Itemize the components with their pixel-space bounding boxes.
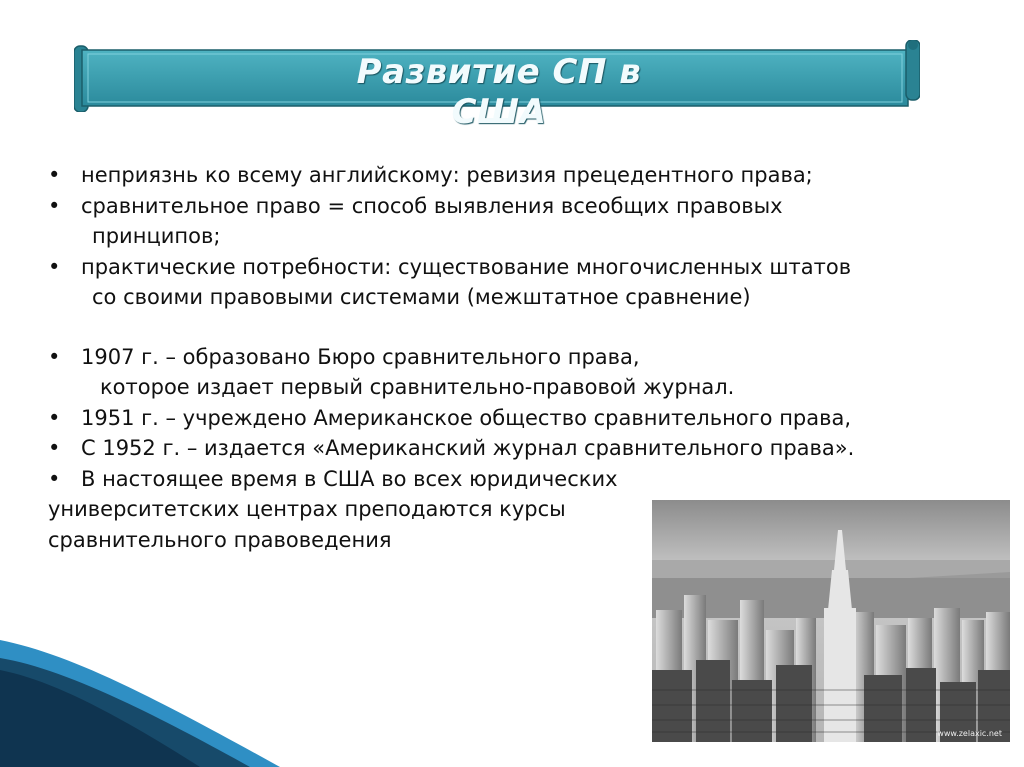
bullet-dot: • [48, 436, 61, 460]
item-text: неприязнь ко всему английскому: ревизия прецедентного права; [81, 163, 813, 187]
bullet-dot: • [48, 466, 61, 491]
item-text: сравнительное право = способ выявления всеобщих правовых [81, 193, 783, 218]
item-text: 1951 г. – учреждено Американское общество сравнительного права, [81, 405, 852, 430]
list-item [48, 342, 978, 373]
spacer [48, 313, 978, 342]
list-item-continuation: которое издает первый сравнительно-правовой журнал. [100, 375, 735, 399]
bullet-dot: • [48, 344, 61, 369]
list-item [48, 464, 978, 495]
item-text: В настоящее время в США во всех юридических [81, 466, 618, 491]
list-item-continuation: принципов; [92, 224, 221, 248]
bullet-dot: • [48, 405, 61, 430]
bullet-dot: • [48, 193, 61, 218]
list-item [48, 433, 978, 464]
title-banner [74, 40, 920, 132]
bullet-list [48, 160, 978, 555]
list-item-continuation: сравнительного правоведения [48, 527, 392, 552]
item-text: практические потребности: существование многочисленных штатов [81, 254, 852, 279]
list-item [48, 160, 978, 191]
photo-watermark: www.zelaxic.net [937, 729, 1002, 738]
item-text: С 1952 г. – издается «Американский журнал сравнительного права». [81, 436, 855, 460]
decorative-swoosh [0, 640, 300, 767]
slide-title: Развитие СП в США [356, 52, 642, 132]
bullet-dot: • [48, 254, 61, 279]
list-item [48, 403, 978, 434]
city-skyline-photo [652, 500, 1010, 742]
list-item-continuation: университетских центрах преподаются курсы [48, 497, 566, 521]
skyline-illustration [652, 500, 1010, 742]
item-text: 1907 г. – образовано Бюро сравнительного права, [81, 344, 640, 369]
list-item-continuation: со своими правовыми системами (межштатное сравнение) [92, 285, 751, 309]
bullet-dot: • [48, 163, 61, 187]
list-item [48, 252, 978, 283]
list-item [48, 191, 978, 222]
